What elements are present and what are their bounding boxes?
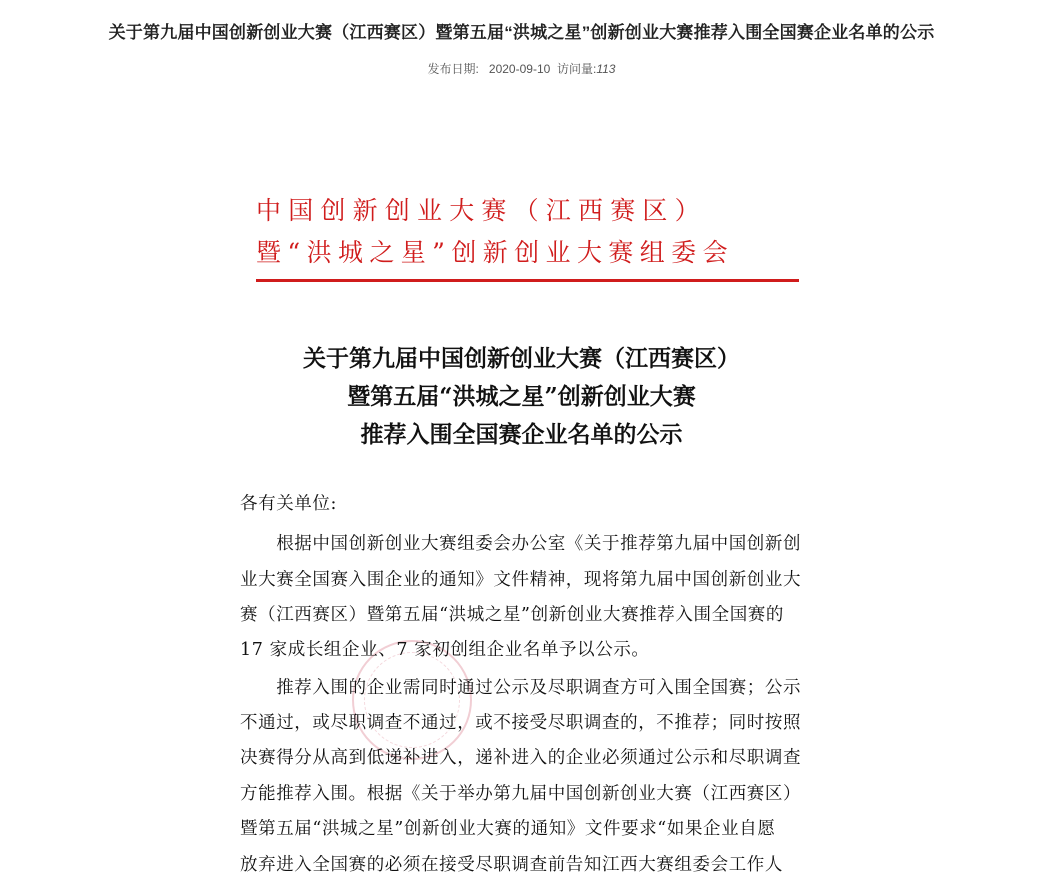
document-header-line1: 中国创新创业大赛（江西赛区） (256, 196, 707, 225)
publish-date: 2020-09-10 (488, 62, 551, 76)
body-line: 赛（江西赛区）暨第五届“洪城之星”创新创业大赛推荐入围全国赛的 (240, 605, 784, 625)
body-line: 暨第五届“洪城之星”创新创业大赛的通知》文件要求“如果企业自愿 (240, 819, 776, 839)
publish-date-label: 发布日期: (427, 62, 479, 76)
document-header-line2: 暨“洪城之星”创新创业大赛组委会 (256, 238, 734, 267)
header-red-rule (256, 279, 799, 282)
body-line: 方能推荐入围。根据《关于举办第九届中国创新创业大赛（江西赛区） (240, 784, 802, 804)
body-line: 放弃进入全国赛的必须在接受尽职调查前告知江西大赛组委会工作人 (240, 855, 783, 875)
page-title: 关于第九届中国创新创业大赛（江西赛区）暨第五届“洪城之星”创新创业大赛推荐入围全国赛企业名单的公示 (108, 23, 935, 42)
views-count: 113 (596, 62, 616, 76)
notice-title-line2: 暨第五届“洪城之星”创新创业大赛 (347, 383, 696, 410)
notice-title-line1: 关于第九届中国创新创业大赛（江西赛区） (303, 345, 740, 372)
body-line: 根据中国创新创业大赛组委会办公室《关于推荐第九届中国创新创 (240, 534, 802, 554)
notice-title-line3: 推荐入围全国赛企业名单的公示 (360, 421, 683, 448)
body-line: 推荐入围的企业需同时通过公示及尽职调查方可入围全国赛；公示 (240, 678, 802, 698)
salutation: 各有关单位: (240, 494, 337, 514)
body-line: 不通过，或尽职调查不通过，或不接受尽职调查的，不推荐；同时按照 (240, 713, 802, 733)
views-label: 访问量: (556, 62, 597, 76)
body-line: 17 家成长组企业、7 家初创组企业名单予以公示。 (240, 640, 650, 660)
body-line: 业大赛全国赛入围企业的通知》文件精神，现将第九届中国创新创业大 (240, 570, 802, 590)
body-line: 决赛得分从高到低递补进入，递补进入的企业必须通过公示和尽职调查 (240, 748, 802, 768)
